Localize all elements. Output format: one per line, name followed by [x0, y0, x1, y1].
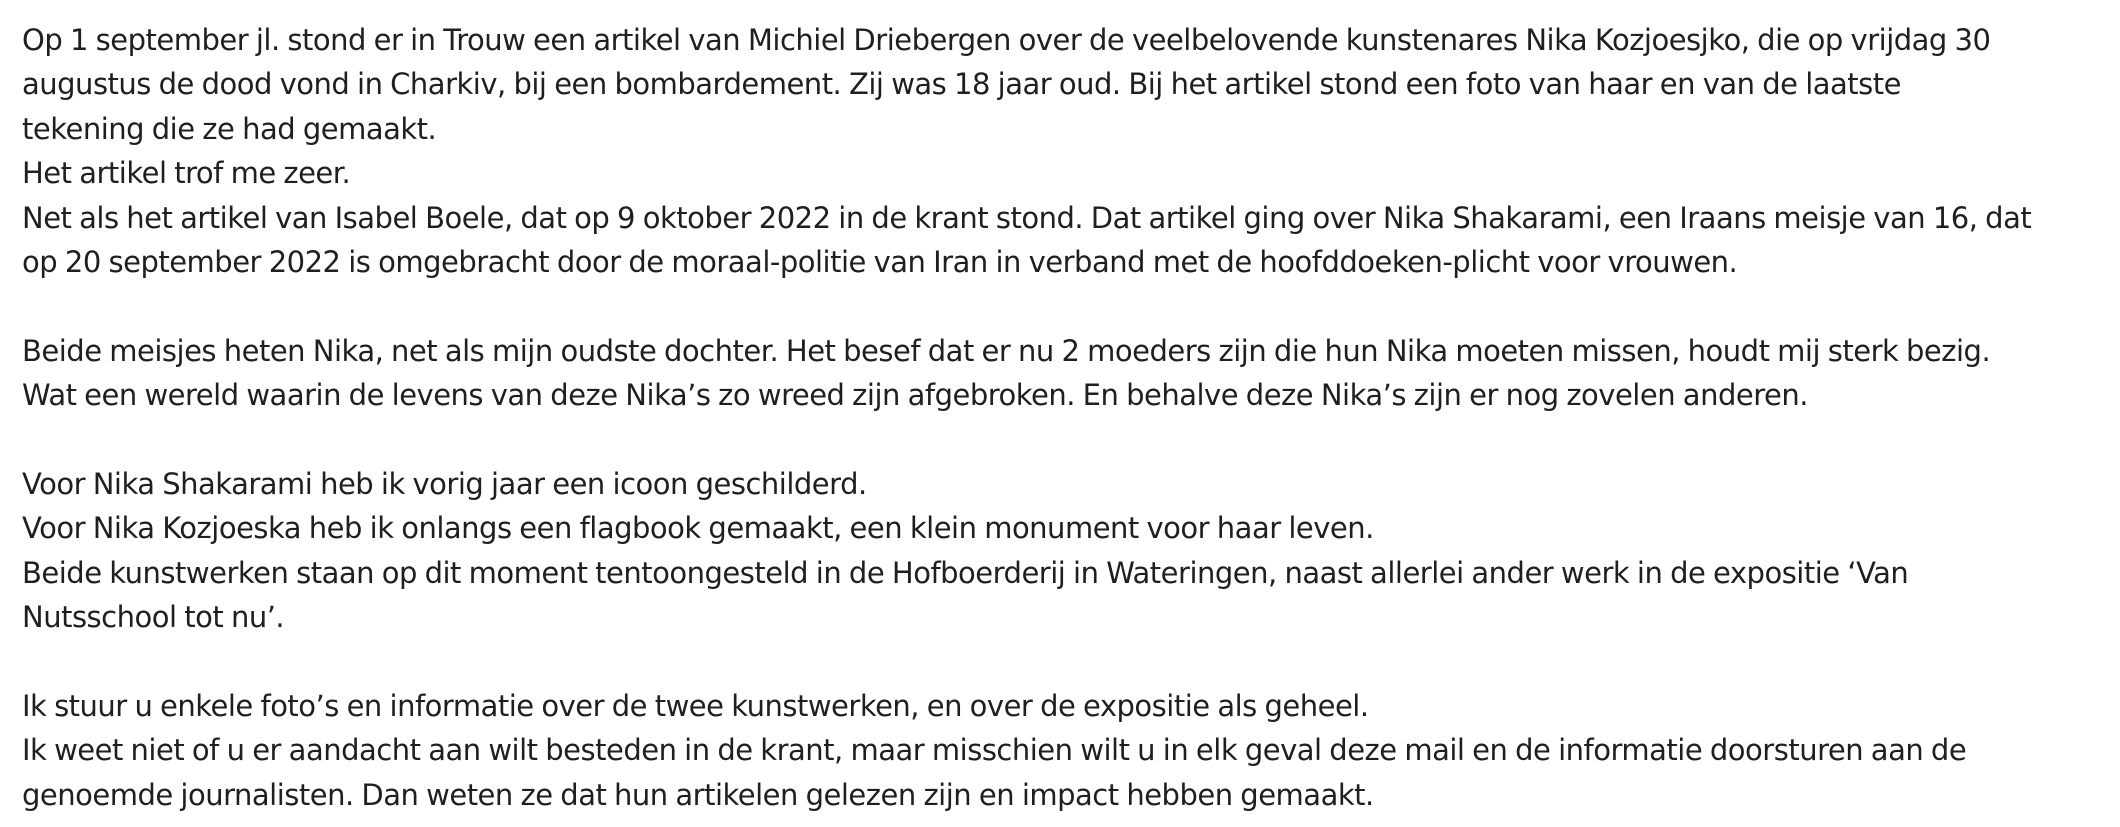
text-line: Ik weet niet of u er aandacht aan wilt besteden in de krant, maar misschien wilt u in elk geval deze mail en de informatie doorsturen aan de [22, 733, 1967, 768]
paragraph-artworks [22, 462, 2098, 640]
text-line: Nutsschool tot nu’. [22, 600, 285, 635]
text-line: augustus de dood vond in Charkiv, bij een bombardement. Zij was 18 jaar oud. Bij het artikel stond een foto van haar en van de laatste [22, 67, 1901, 102]
text-line: Het artikel trof me zeer. [22, 156, 351, 191]
text-line: Beide meisjes heten Nika, net als mijn oudste dochter. Het besef dat er nu 2 moeders zijn die hun Nika moeten missen, houdt mij sterk bezig. [22, 333, 1991, 368]
text-line: Voor Nika Shakarami heb ik vorig jaar een icoon geschilderd. [22, 467, 867, 502]
text-line: Beide kunstwerken staan op dit moment tentoongesteld in de Hofboerderij in Wateringen, naast allerlei ander werk in de expositie ‘Van [22, 555, 1909, 590]
text-line: genoemde journalisten. Dan weten ze dat hun artikelen gelezen zijn en impact hebben gemaakt. [22, 777, 1374, 812]
text-line: Voor Nika Kozjoeska heb ik onlangs een flagbook gemaakt, een klein monument voor haar leven. [22, 511, 1374, 546]
text-line: Wat een wereld waarin de levens van deze Nika’s zo wreed zijn afgebroken. En behalve deze Nika’s zijn er nog zovelen anderen. [22, 378, 1808, 413]
paragraph-request [22, 684, 2098, 817]
text-line: Ik stuur u enkele foto’s en informatie over de twee kunstwerken, en over de expositie als geheel. [22, 689, 1369, 724]
text-line: op 20 september 2022 is omgebracht door de moraal-politie van Iran in verband met de hoofddoeken-plicht voor vrouwen. [22, 245, 1738, 280]
text-line: Net als het artikel van Isabel Boele, dat op 9 oktober 2022 in de krant stond. Dat artikel ging over Nika Shakarami, een Iraans meisje van 16, dat [22, 200, 2032, 235]
text-line: Op 1 september jl. stond er in Trouw een artikel van Michiel Driebergen over de veelbelovende kunstenares Nika Kozjoesjko, die op vrijdag 30 [22, 23, 1991, 57]
text-line: tekening die ze had gemaakt. [22, 111, 437, 146]
paragraph-articles [22, 18, 2098, 284]
paragraph-two-nikas [22, 329, 2098, 418]
